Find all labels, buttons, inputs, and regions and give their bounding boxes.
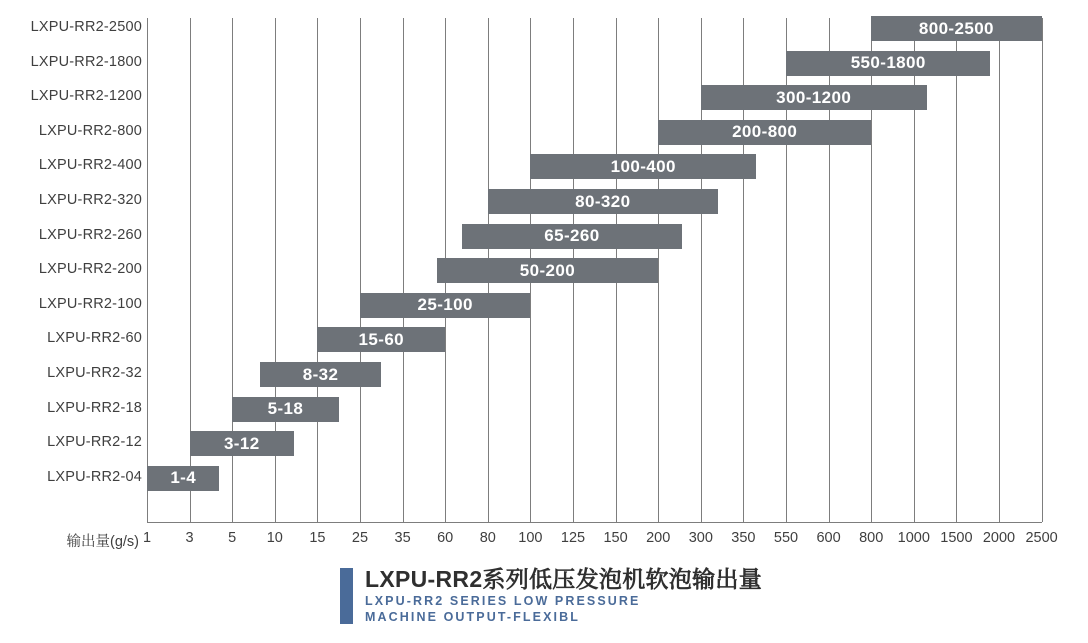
range-bar	[232, 397, 339, 422]
range-bar	[260, 362, 381, 387]
category-label: LXPU-RR2-12	[47, 434, 142, 451]
x-tick-label: 550	[773, 530, 799, 546]
x-tick-label: 1000	[897, 530, 930, 546]
range-bar	[530, 154, 756, 179]
x-tick-label: 80	[479, 530, 496, 546]
category-label: LXPU-RR2-1200	[30, 88, 142, 105]
x-tick-label: 200	[646, 530, 671, 546]
x-tick-label: 125	[560, 530, 586, 546]
x-tick-label: 60	[437, 530, 454, 546]
range-bar-label: 25-100	[417, 295, 473, 315]
caption-block	[340, 565, 762, 625]
range-bar	[786, 51, 990, 76]
caption-text	[365, 565, 762, 625]
range-bar-label: 50-200	[519, 260, 576, 280]
range-bar-label: 5-18	[267, 399, 304, 419]
category-label: LXPU-RR2-800	[38, 122, 142, 139]
grid-line	[658, 18, 659, 522]
x-tick-label: 35	[394, 530, 411, 546]
x-tick-label: 2000	[982, 530, 1016, 546]
category-label: LXPU-RR2-260	[38, 226, 142, 243]
grid-line	[999, 18, 1000, 522]
x-tick-label: 300	[688, 530, 713, 546]
range-bar-label: 8-32	[302, 364, 339, 384]
category-label: LXPU-RR2-32	[47, 365, 142, 381]
grid-line	[956, 18, 957, 522]
range-bar-label: 100-400	[610, 156, 676, 176]
range-bar-label: 200-800	[732, 122, 798, 142]
grid-line	[1042, 18, 1043, 522]
x-tick-label: 1500	[940, 530, 973, 546]
x-tick-label: 3	[185, 530, 194, 546]
x-axis-title: 输出量(g/s)	[66, 534, 139, 550]
range-bar-label: 1-4	[170, 468, 197, 488]
grid-line	[403, 18, 404, 522]
range-bar	[437, 258, 659, 283]
category-label: LXPU-RR2-200	[38, 261, 142, 278]
x-tick-label: 10	[266, 530, 283, 546]
range-bar-label: 65-260	[544, 226, 600, 246]
range-bar	[488, 189, 718, 214]
category-label: LXPU-RR2-18	[47, 399, 142, 416]
category-label: LXPU-RR2-400	[38, 157, 142, 174]
x-tick-label: 2500	[1025, 530, 1058, 546]
range-bar	[360, 293, 530, 318]
category-label: LXPU-RR2-2500	[30, 19, 142, 35]
chart-subtitle-line-1: LXPU-RR2 SERIES LOW PRESSURE	[365, 594, 641, 608]
x-tick-label: 1	[142, 530, 152, 546]
range-bar-label: 300-1200	[776, 87, 852, 107]
category-label: LXPU-RR2-60	[47, 330, 142, 347]
range-bar-label: 800-2500	[918, 18, 994, 38]
range-bar-label: 3-12	[223, 433, 260, 453]
range-bar	[701, 85, 927, 110]
x-tick-label: 100	[518, 530, 543, 546]
grid-line	[360, 18, 361, 522]
x-tick-label: 350	[731, 530, 756, 546]
x-tick-label: 600	[816, 530, 841, 546]
category-label: LXPU-RR2-1800	[30, 53, 142, 70]
range-bar	[658, 120, 871, 145]
chart-title: LXPU-RR2系列低压发泡机软泡输出量	[365, 566, 763, 592]
range-bar-label: 80-320	[575, 191, 631, 211]
range-bar-label: 550-1800	[850, 53, 926, 73]
category-label: LXPU-RR2-04	[47, 468, 142, 485]
grid-line	[147, 18, 148, 522]
range-bar	[317, 327, 445, 352]
range-bar	[871, 16, 1041, 41]
category-label: LXPU-RR2-320	[38, 192, 142, 208]
axis-baseline	[147, 522, 1042, 523]
grid-line	[317, 18, 318, 522]
category-label: LXPU-RR2-100	[38, 295, 142, 312]
x-tick-label: 150	[603, 530, 628, 546]
range-bar-label: 15-60	[358, 329, 405, 349]
x-tick-label: 15	[309, 530, 326, 546]
range-bar	[462, 224, 681, 249]
range-bar	[190, 431, 294, 456]
caption-accent-bar	[340, 568, 353, 624]
x-tick-label: 25	[351, 530, 369, 546]
x-tick-label: 5	[228, 530, 237, 546]
range-bar	[147, 466, 219, 491]
chart-subtitle-line-2: MACHINE OUTPUT-FLEXIBL	[365, 610, 580, 624]
x-tick-label: 800	[859, 530, 884, 546]
